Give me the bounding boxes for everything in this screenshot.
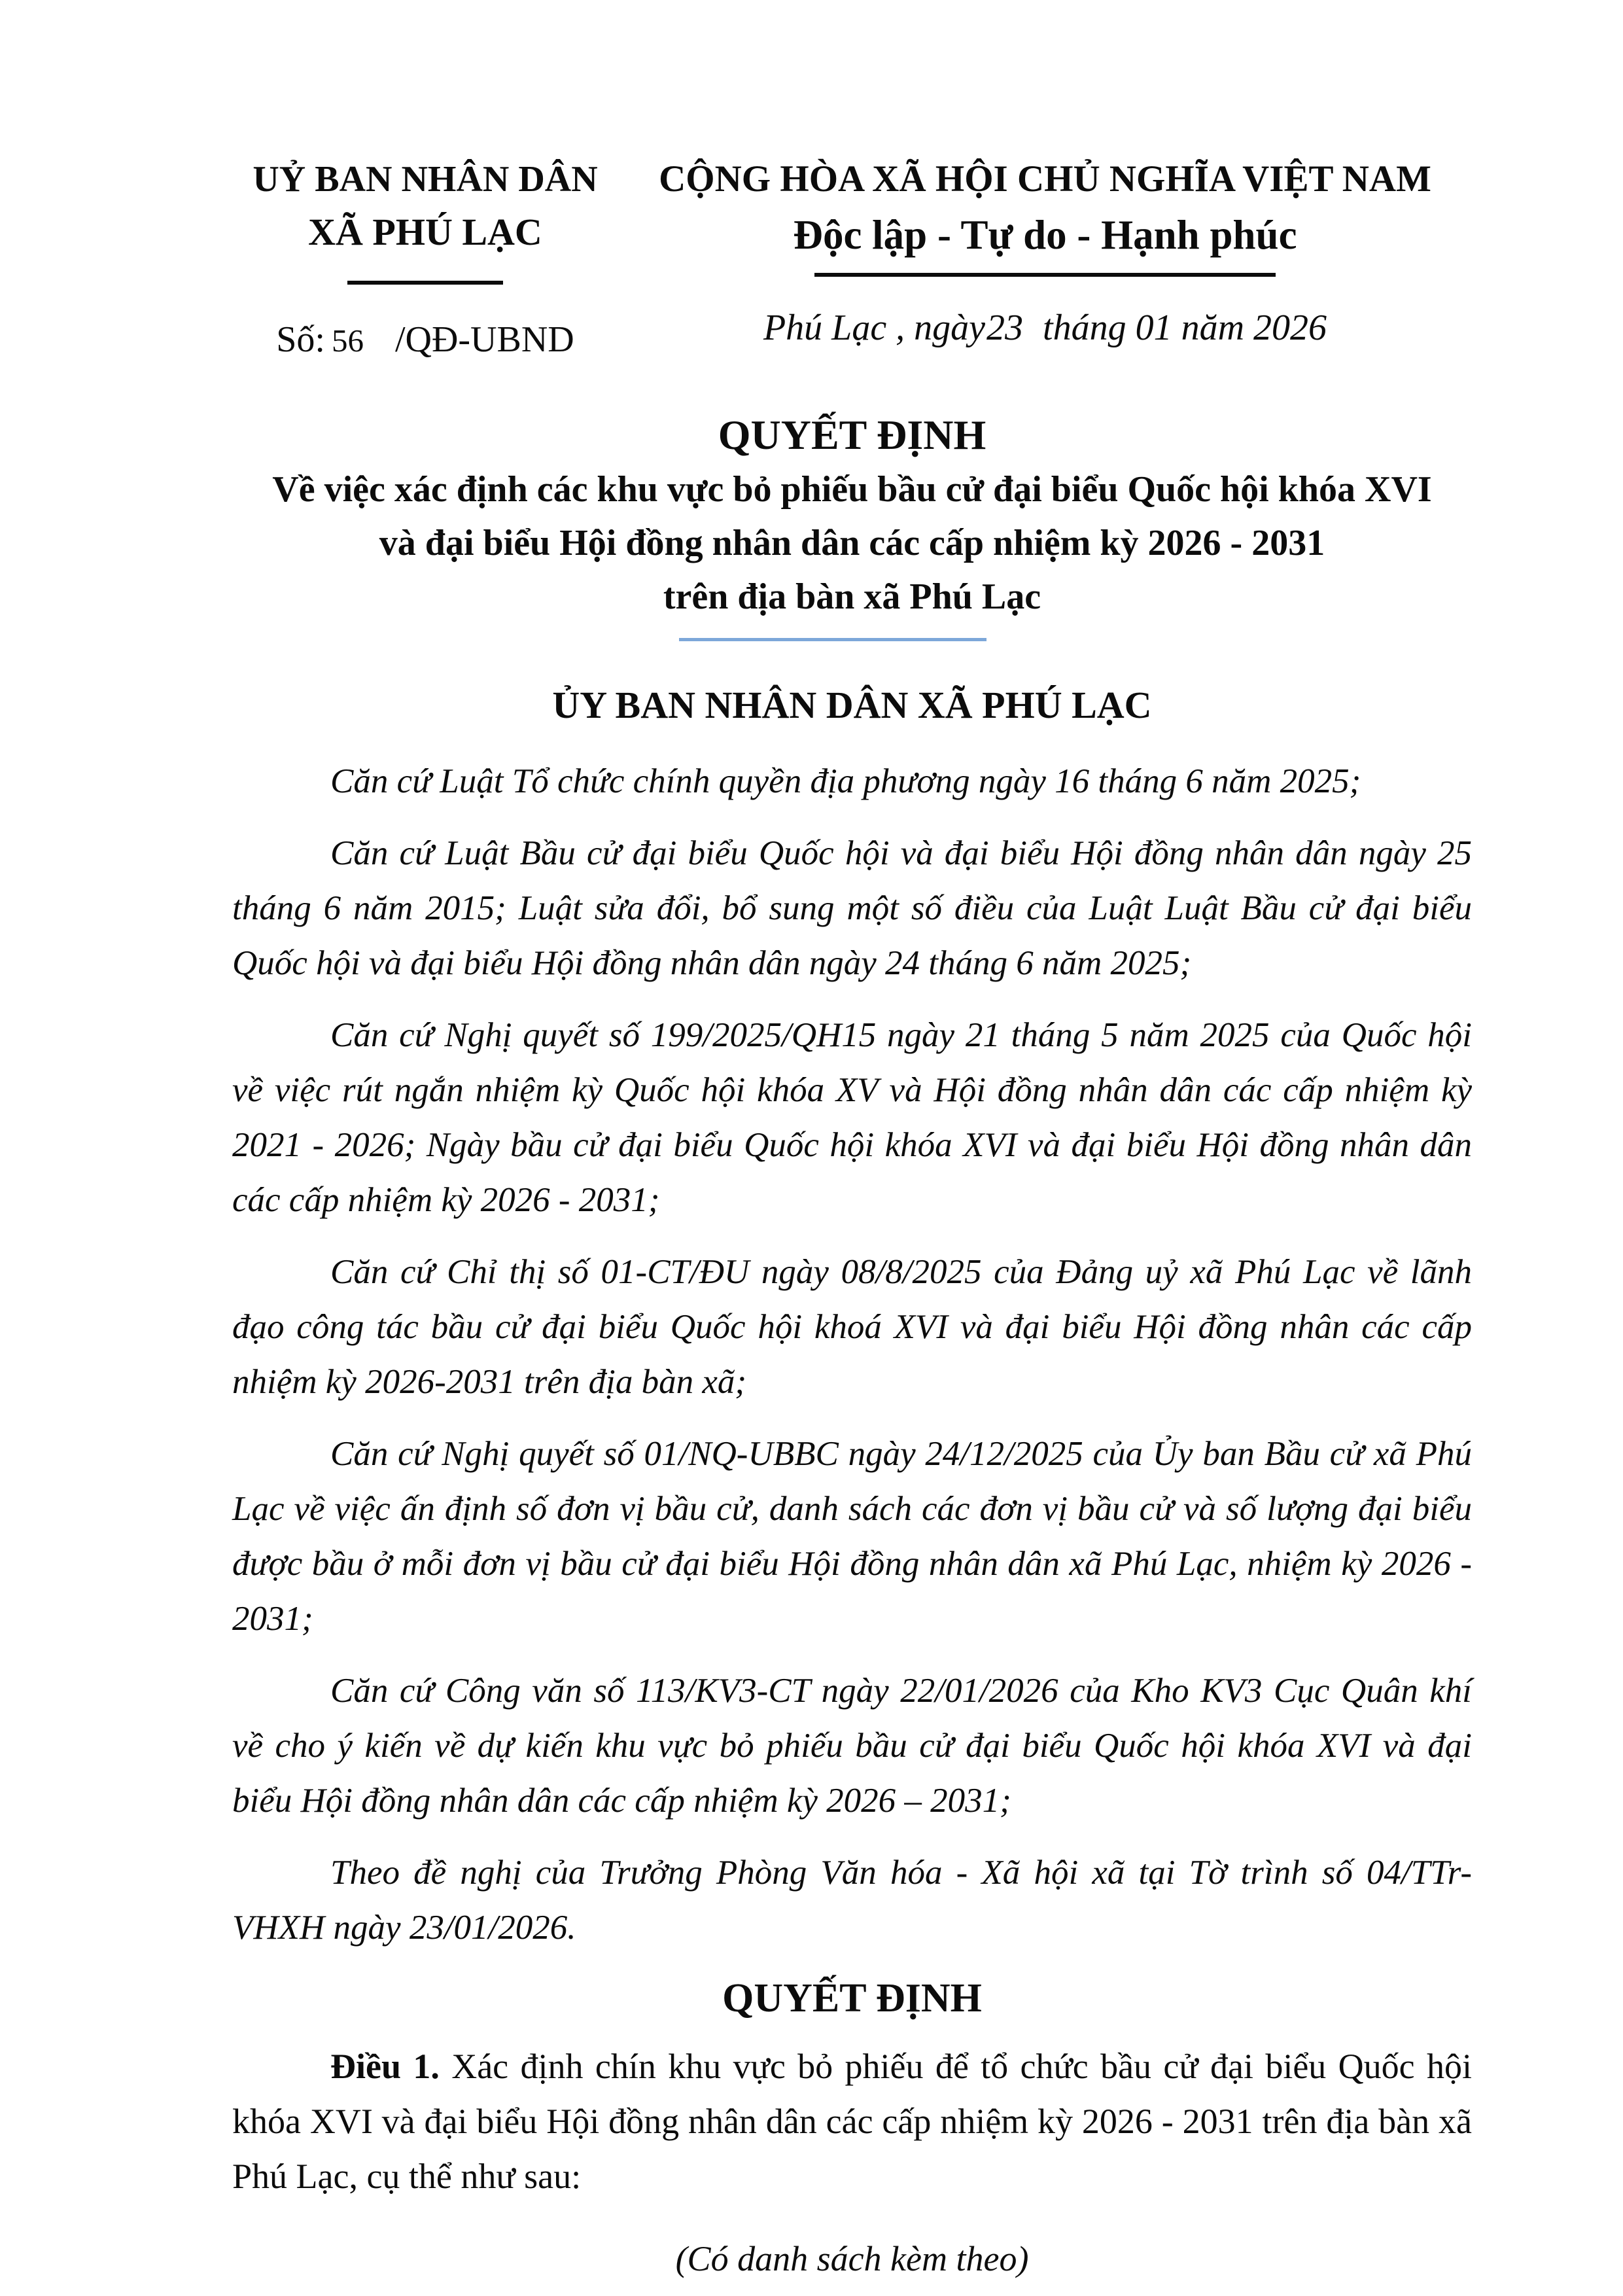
article-1-label: Điều 1. [330,2047,440,2086]
document-number-label: Số: [276,319,325,360]
national-motto-block [618,154,1472,349]
recital-paragraph: Căn cứ Luật Tổ chức chính quyền địa phương ngày 16 tháng 6 năm 2025; [330,762,1361,800]
date-day: 23 [986,308,1024,348]
document-number-value: 56 [331,323,364,359]
issuing-authority-block [232,154,618,361]
document-title-line-3: trên địa bàn xã Phú Lạc [663,576,1041,617]
attachment-note: (Có danh sách kèm theo) [675,2239,1029,2278]
document-number-suffix: /QĐ-UBND [394,319,574,360]
national-title: CỘNG HÒA XÃ HỘI CHỦ NGHĨA VIỆT NAM [659,158,1431,200]
national-motto: Độc lập - Tự do - Hạnh phúc [793,212,1297,258]
document-title-line-1: Về việc xác định các khu vực bỏ phiếu bầu cử đại biểu Quốc hội khóa XVI [272,469,1432,510]
issuing-authority-commune: XÃ PHÚ LẠC [308,211,542,253]
document-number [232,319,618,361]
issuing-authority-name: UỶ BAN NHÂN DÂN [253,159,598,200]
deciding-authority-heading: ỦY BAN NHÂN DÂN XÃ PHÚ LẠC [552,684,1152,726]
document-type-heading: QUYẾT ĐỊNH [718,412,986,458]
motto-underline [814,273,1276,277]
article-1-text: Xác định chín khu vực bỏ phiếu để tổ chức bầu cử đại biểu Quốc hội khóa XVI và đại biểu Hội đồng nhân dân các cấp nhiệm kỳ 2026 - 2031 trên địa bàn xã Phú Lạc, cụ thể như sau: [232,2047,1472,2196]
place-date-line [618,307,1472,349]
decision-heading: QUYẾT ĐỊNH [722,1976,982,2021]
issuer-divider [347,281,503,285]
document-title-line-2: và đại biểu Hội đồng nhân dân các cấp nhiệm kỳ 2026 - 2031 [379,523,1325,563]
recitals-section [232,754,1472,1955]
date-prefix: Phú Lạc , ngày [763,308,986,348]
title-underline [679,638,986,641]
document-title-block [232,408,1472,641]
recital-paragraph: Căn cứ Luật Bầu cử đại biểu Quốc hội và đại biểu Hội đồng nhân dân ngày 25 tháng 6 năm 2015; Luật sửa đổi, bổ sung một số điều của Luật Luật Bầu cử đại biểu Quốc hội và đại biểu Hội đồng nhân dân ngày 24 tháng 6 năm 2025; [232,834,1472,982]
document-header [232,154,1472,361]
date-suffix: tháng 01 năm 2026 [1043,308,1327,348]
article-1-paragraph [232,2039,1472,2204]
recital-paragraph: Căn cứ Công văn số 113/KV3-CT ngày 22/01/2026 của Kho KV3 Cục Quân khí về cho ý kiến về dự kiến khu vực bỏ phiếu bầu cử đại biểu Quốc hội khóa XVI và đại biểu Hội đồng nhân dân các cấp nhiệm kỳ 2026 – 2031; [232,1672,1472,1820]
recital-paragraph: Căn cứ Nghị quyết số 199/2025/QH15 ngày 21 tháng 5 năm 2025 của Quốc hội về việc rút ngắn nhiệm kỳ Quốc hội khóa XV và Hội đồng nhân dân các cấp nhiệm kỳ 2021 - 2026; Ngày bầu cử đại biểu Quốc hội khóa XVI và đại biểu Hội đồng nhân dân các cấp nhiệm kỳ 2026 - 2031; [232,1016,1472,1219]
recital-paragraph: Căn cứ Chỉ thị số 01-CT/ĐU ngày 08/8/2025 của Đảng uỷ xã Phú Lạc về lãnh đạo công tác bầu cử đại biểu Quốc hội khoá XVI và đại biểu Hội đồng nhân các cấp nhiệm kỳ 2026-2031 trên địa bàn xã; [232,1253,1472,1401]
recital-paragraph: Theo đề nghị của Trưởng Phòng Văn hóa - Xã hội xã tại Tờ trình số 04/TTr-VHXH ngày 23/01/2026. [232,1854,1472,1947]
recital-paragraph: Căn cứ Nghị quyết số 01/NQ-UBBC ngày 24/12/2025 của Ủy ban Bầu cử xã Phú Lạc về việc ấn định số đơn vị bầu cử, danh sách các đơn vị bầu cử và số lượng đại biểu được bầu ở mỗi đơn vị bầu cử đại biểu Hội đồng nhân dân xã Phú Lạc, nhiệm kỳ 2026 - 2031; [232,1435,1472,1638]
